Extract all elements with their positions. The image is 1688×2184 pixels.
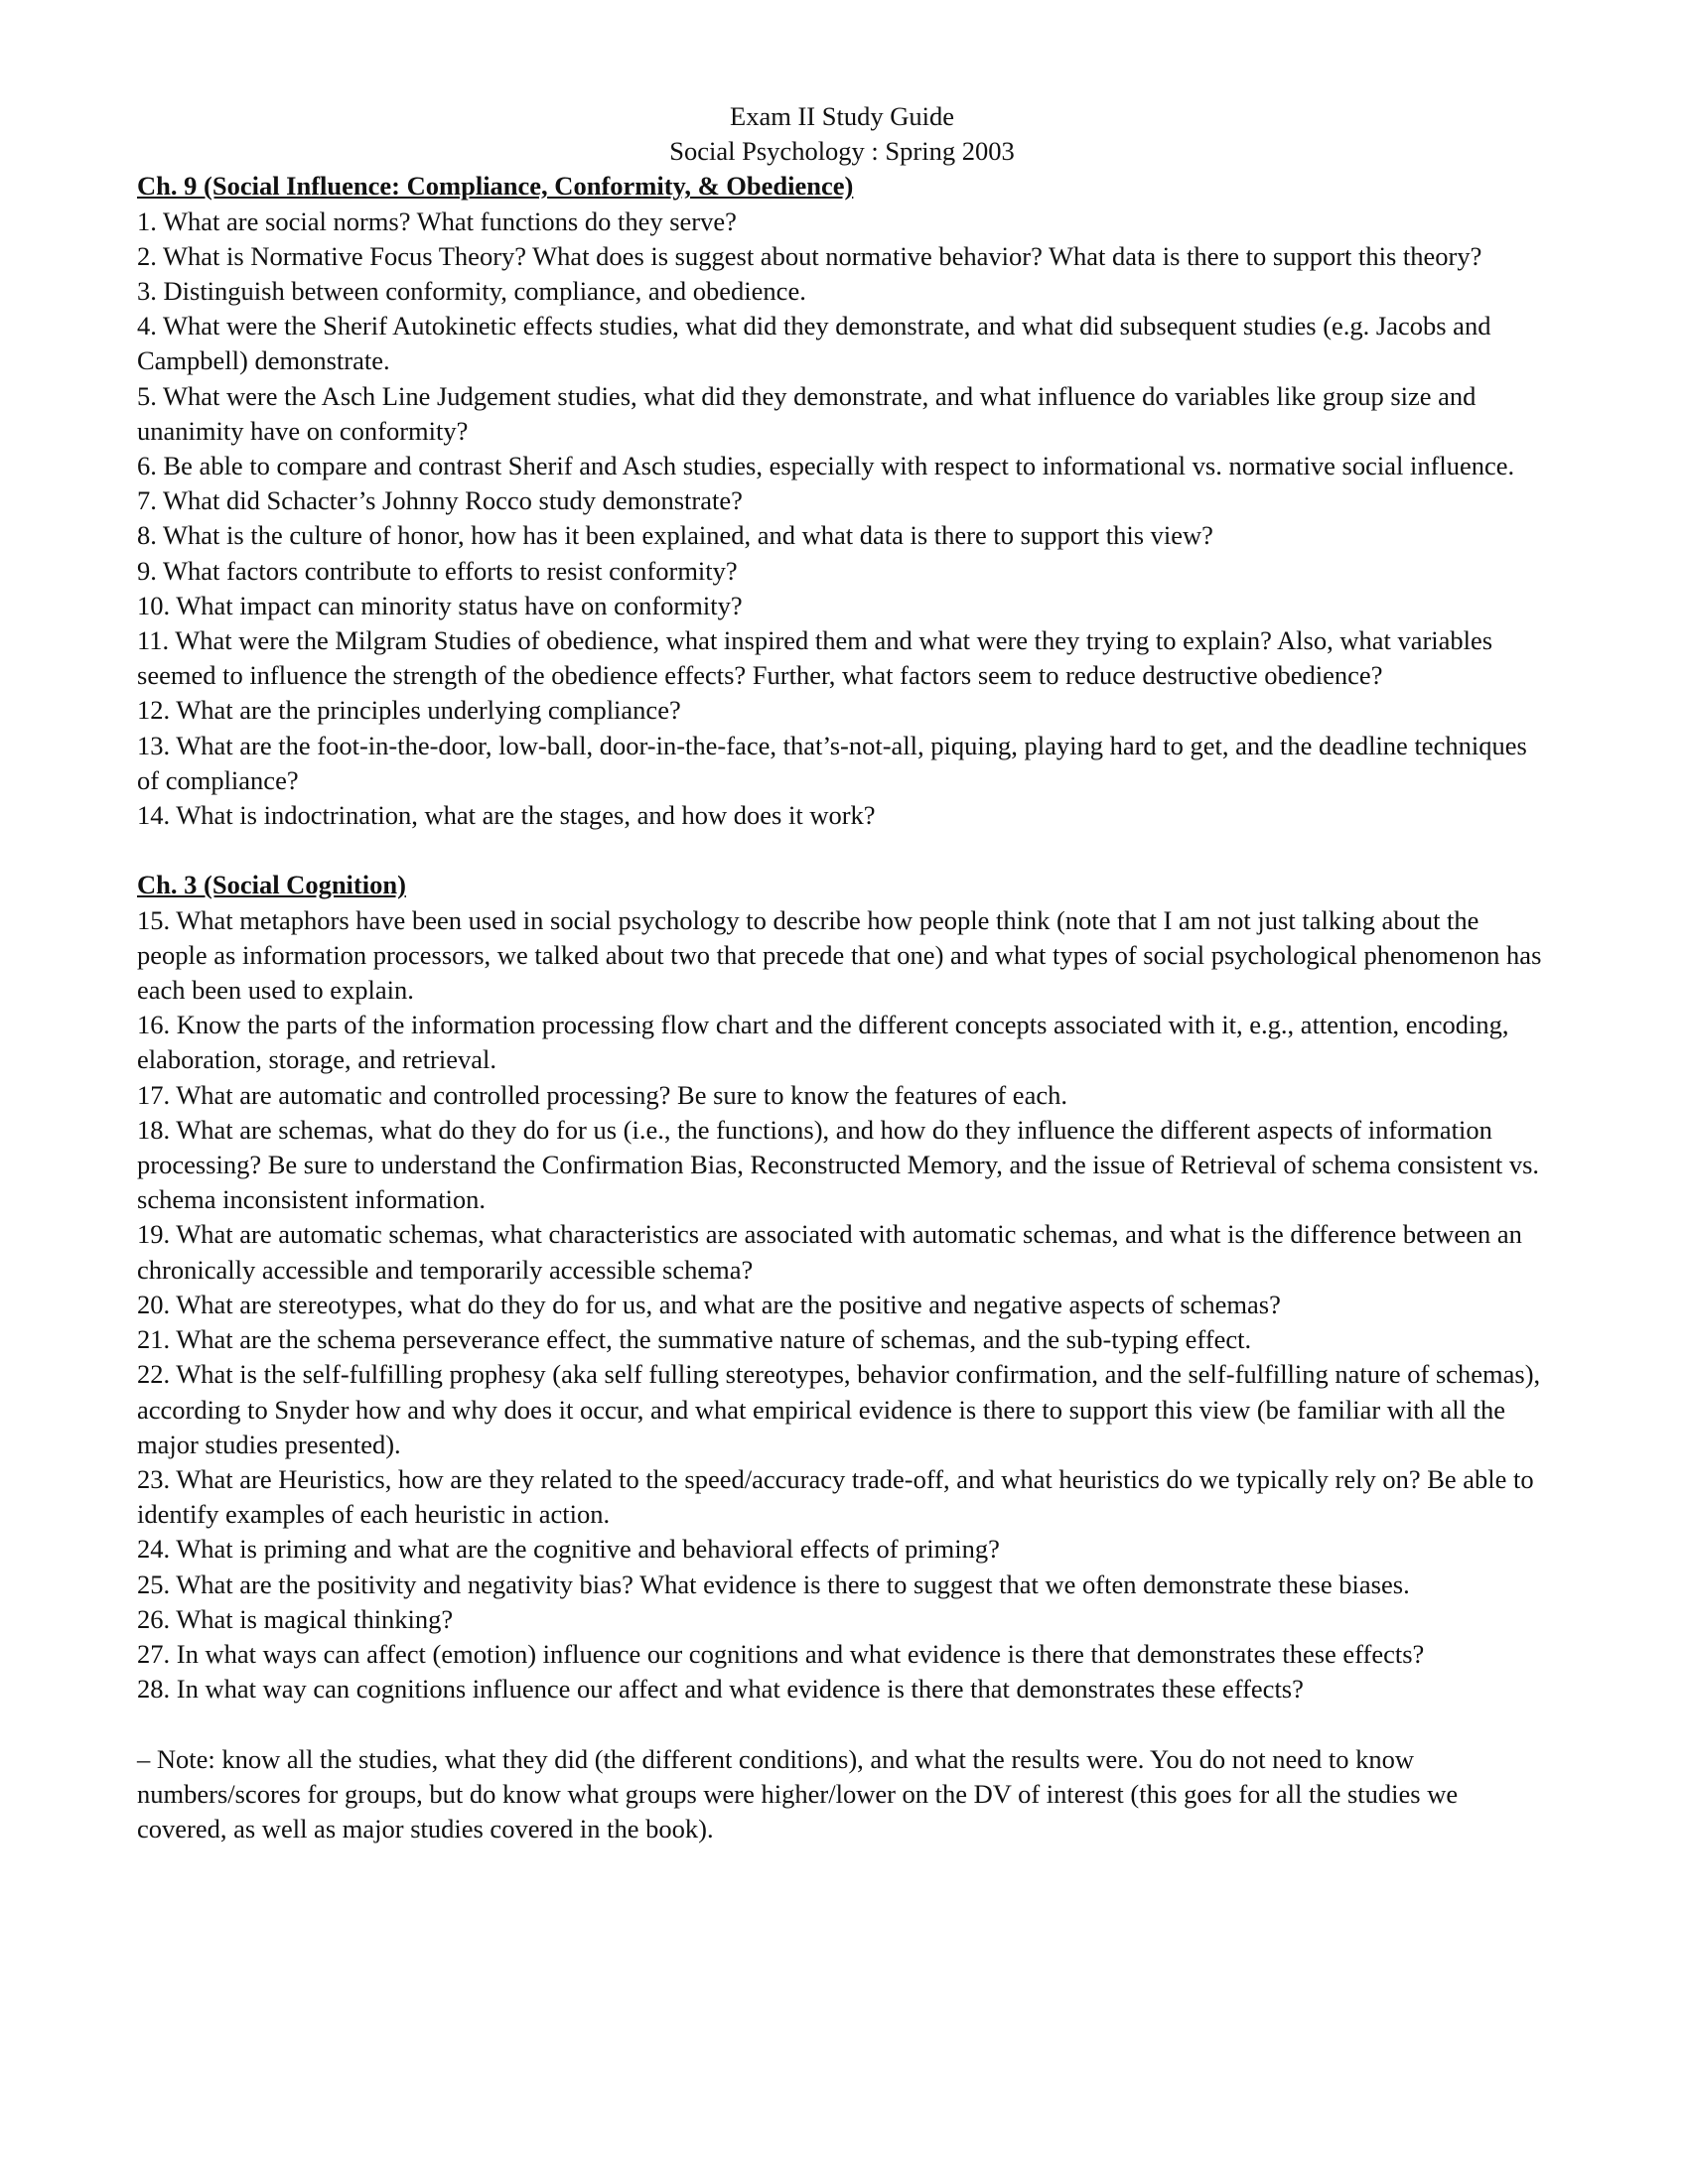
question-item: 20. What are stereotypes, what do they do for us, and what are the positive and negative aspects of schemas?: [137, 1289, 1281, 1319]
page-subtitle: Social Psychology : Spring 2003: [669, 136, 1015, 167]
question-item: 6. Be able to compare and contrast Sherif and Asch studies, especially with respect to informational vs. normative social influence.: [137, 451, 1515, 481]
question-item: 10. What impact can minority status have on conformity?: [137, 590, 743, 620]
section-ch9: [137, 169, 1547, 833]
question-item: 8. What is the culture of honor, how has it been explained, and what data is there to support this view?: [137, 520, 1213, 551]
question-item: 13. What are the foot-in-the-door, low-ball, door-in-the-face, that’s-not-all, piquing, playing hard to get, and the deadline techniques of compliance?: [137, 730, 1527, 795]
question-item: 19. What are automatic schemas, what characteristics are associated with automatic schemas, and what is the difference between an chronically accessible and temporarily accessible schema?: [137, 1219, 1522, 1285]
study-note: – Note: know all the studies, what they did (the different conditions), and what the results were. You do not need to know numbers/scores for groups, but do know what groups were higher/lower on the DV of interest (this goes for all the studies we covered, as well as major studies covered in the book).: [137, 1743, 1459, 1843]
section-heading: Ch. 9 (Social Influence: Compliance, Conformity, & Obedience): [137, 171, 854, 202]
question-list: [137, 205, 1547, 834]
question-item: 1. What are social norms? What functions do they serve?: [137, 205, 737, 236]
title-block: [137, 99, 1547, 169]
question-item: 2. What is Normative Focus Theory? What does is suggest about normative behavior? What data is there to support this theory?: [137, 240, 1482, 271]
question-item: 15. What metaphors have been used in social psychology to describe how people think (note that I am not just talking about the people as information processors, we talked about two that precede that one) and what types of social psychological phenomenon has each been used to explain.: [137, 904, 1542, 1006]
question-item: 12. What are the principles underlying compliance?: [137, 695, 681, 726]
section-spacer: [137, 1706, 1547, 1741]
question-item: 16. Know the parts of the information processing flow chart and the different concepts associated with it, e.g., attention, encoding, elaboration, storage, and retrieval.: [137, 1010, 1509, 1075]
study-guide-page: [137, 99, 1547, 1846]
section-heading: Ch. 3 (Social Cognition): [137, 870, 406, 900]
question-item: 27. In what ways can affect (emotion) influence our cognitions and what evidence is there that demonstrates these effects?: [137, 1638, 1425, 1669]
question-item: 14. What is indoctrination, what are the stages, and how does it work?: [137, 800, 876, 831]
question-item: 9. What factors contribute to efforts to resist conformity?: [137, 555, 738, 586]
section-spacer: [137, 833, 1547, 868]
question-item: 28. In what way can cognitions influence our affect and what evidence is there that demonstrates these effects?: [137, 1674, 1304, 1705]
question-item: 18. What are schemas, what do they do for us (i.e., the functions), and how do they influence the different aspects of information processing? Be sure to understand the Confirmation Bias, Reconstructed Memory, and the issue of Retrieval of schema consistent vs. schema inconsistent information.: [137, 1114, 1540, 1215]
question-item: 25. What are the positivity and negativity bias? What evidence is there to suggest that we often demonstrate these biases.: [137, 1569, 1410, 1599]
question-item: 23. What are Heuristics, how are they related to the speed/accuracy trade-off, and what heuristics do we typically rely on? Be able to identify examples of each heuristic in action.: [137, 1463, 1534, 1530]
question-item: 24. What is priming and what are the cognitive and behavioral effects of priming?: [137, 1534, 1000, 1565]
question-item: 3. Distinguish between conformity, compliance, and obedience.: [137, 276, 806, 307]
question-item: 17. What are automatic and controlled processing? Be sure to know the features of each.: [137, 1079, 1067, 1110]
page-title: Exam II Study Guide: [730, 101, 954, 131]
section-ch3: [137, 868, 1547, 1706]
question-item: 5. What were the Asch Line Judgement studies, what did they demonstrate, and what influence do variables like group size and unanimity have on conformity?: [137, 380, 1477, 446]
question-item: 7. What did Schacter’s Johnny Rocco study demonstrate?: [137, 485, 743, 516]
question-item: 26. What is magical thinking?: [137, 1603, 454, 1634]
question-list: [137, 903, 1547, 1707]
question-item: 21. What are the schema perseverance effect, the summative nature of schemas, and the sub-typing effect.: [137, 1324, 1252, 1355]
question-item: 11. What were the Milgram Studies of obedience, what inspired them and what were they trying to explain? Also, what variables seemed to influence the strength of the obedience effects? Further, what factors seem to reduce destructive obedience?: [137, 625, 1493, 691]
question-item: 22. What is the self-fulfilling prophesy (aka self fulling stereotypes, behavior confirmation, and the self-fulfilling nature of schemas), according to Snyder how and why does it occur, and what empirical evidence is there to support this view (be familiar with all the major studies presented).: [137, 1359, 1541, 1459]
question-item: 4. What were the Sherif Autokinetic effects studies, what did they demonstrate, and what did subsequent studies (e.g. Jacobs and Campbell) demonstrate.: [137, 311, 1491, 376]
